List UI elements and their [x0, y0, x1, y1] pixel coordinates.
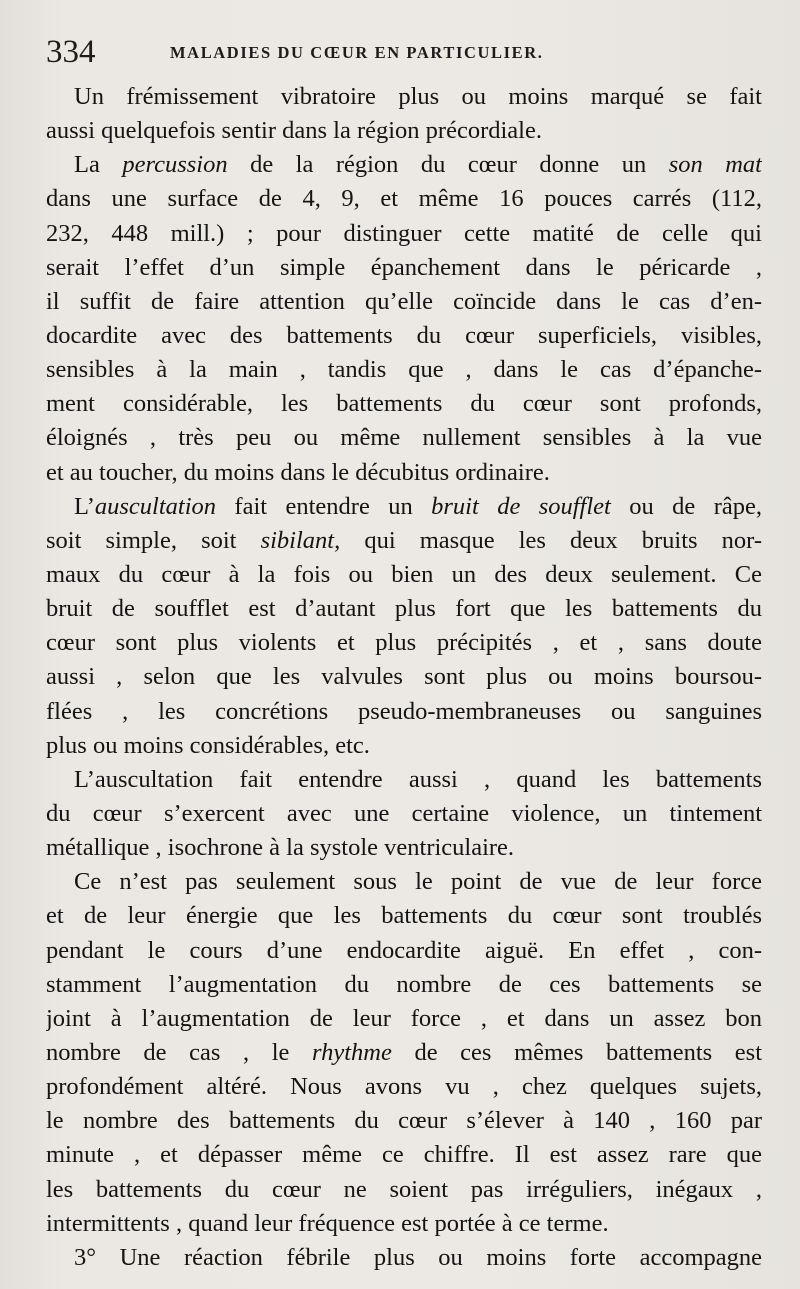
text-line: éloignés , très peu ou même nullement sensibles à la vue [46, 424, 762, 452]
italic-term: bruit de soufflet [431, 492, 611, 520]
body-text [46, 80, 762, 1275]
text-line: flées , les concrétions pseudo-membraneuses ou sanguines [46, 697, 762, 725]
text-line: métallique , isochrone à la systole ventriculaire. [46, 834, 515, 862]
text-line: cœur sont plus violents et plus précipités , et , sans doute [46, 629, 762, 657]
text-line: joint à l’augmentation de leur force , et dans un assez bon [46, 1004, 762, 1032]
text-line: L’auscultation fait entendre un bruit de soufflet ou de râpe, [74, 492, 762, 520]
text-line: Un frémissement vibratoire plus ou moins marqué se fait [74, 83, 762, 110]
text-line: pendant le cours d’une endocardite aiguë. En effet , con- [46, 936, 762, 964]
page-number: 334 [46, 34, 96, 70]
text-line: il suffit de faire attention qu’elle coïncide dans le cas d’en- [46, 287, 762, 315]
italic-term: percussion [122, 151, 228, 179]
text-line: docardite avec des battements du cœur superficiels, visibles, [46, 321, 762, 349]
text-line: stamment l’augmentation du nombre de ces battements se [46, 970, 762, 998]
text-line: les battements du cœur ne soient pas irréguliers, inégaux , [46, 1175, 762, 1203]
text-line: nombre de cas , le rhythme de ces mêmes battements est [46, 1038, 762, 1066]
text-line: le nombre des battements du cœur s’élever à 140 , 160 par [46, 1107, 762, 1135]
text-line: maux du cœur à la fois ou bien un des deux seulement. Ce [46, 560, 762, 588]
text-line: 232, 448 mill.) ; pour distinguer cette matité de celle qui [46, 219, 762, 247]
text-line: bruit de soufflet est d’autant plus fort que les battements du [46, 595, 762, 623]
running-head [46, 30, 766, 74]
running-title: MALADIES DU CŒUR EN PARTICULIER. [170, 43, 544, 62]
text-line: serait l’effet d’un simple épanchement dans le péricarde , [46, 253, 762, 281]
text-line: plus ou moins considérables, etc. [46, 731, 370, 759]
text-line: aussi quelquefois sentir dans la région précordiale. [46, 117, 542, 145]
text-line: La percussion de la région du cœur donne un son mat [74, 151, 762, 179]
text-line: du cœur s’exercent avec une certaine violence, un tintement [46, 799, 762, 827]
text-line: sensibles à la main , tandis que , dans le cas d’épanche- [46, 356, 762, 384]
text-line: 3° Une réaction fébrile plus ou moins forte accompagne [74, 1243, 762, 1271]
italic-term: sibilant, [260, 526, 341, 554]
text-line: minute , et dépasser même ce chiffre. Il est assez rare que [46, 1141, 762, 1169]
italic-term: rhythme [312, 1038, 392, 1066]
text-line: et au toucher, du moins dans le décubitus ordinaire. [46, 458, 550, 486]
text-line: soit simple, soit sibilant, qui masque les deux bruits nor- [46, 526, 762, 554]
text-line: profondément altéré. Nous avons vu , chez quelques sujets, [46, 1073, 762, 1101]
text-line: L’auscultation fait entendre aussi , quand les battements [74, 765, 762, 793]
text-line: et de leur énergie que les battements du cœur sont troublés [46, 902, 762, 930]
text-line: Ce n’est pas seulement sous le point de vue de leur force [74, 868, 762, 896]
italic-term: auscultation [94, 492, 217, 520]
text-line: ment considérable, les battements du cœur sont profonds, [46, 390, 762, 418]
text-line: aussi , selon que les valvules sont plus ou moins boursou- [46, 663, 762, 691]
text-line: dans une surface de 4, 9, et même 16 pouces carrés (112, [46, 185, 762, 213]
text-line: intermittents , quand leur fréquence est portée à ce terme. [46, 1209, 609, 1237]
italic-term: son mat [668, 151, 762, 179]
